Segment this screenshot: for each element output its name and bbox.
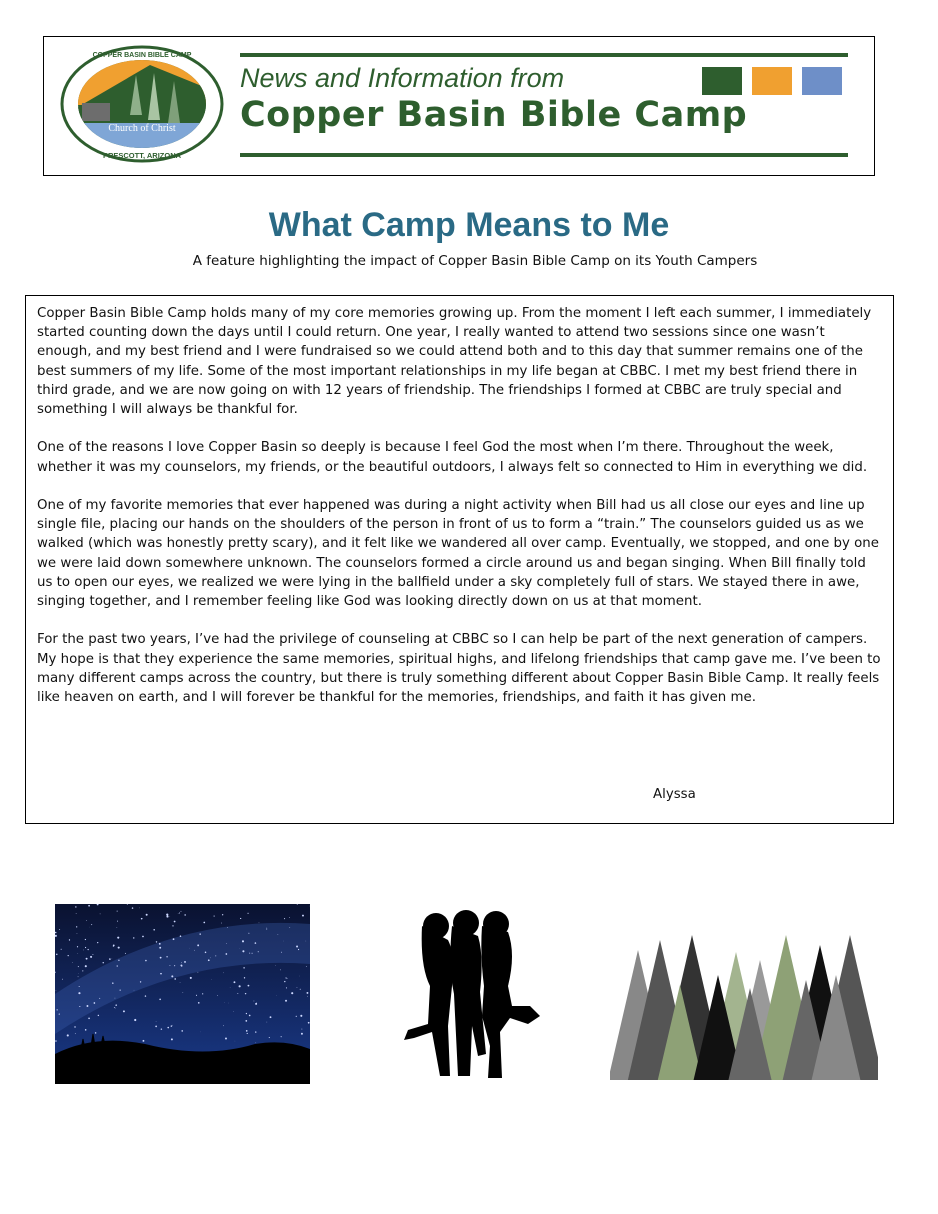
star bbox=[248, 985, 250, 987]
star bbox=[275, 965, 276, 966]
logo-church-text: Church of Christ bbox=[108, 123, 176, 134]
star bbox=[134, 1019, 136, 1021]
star bbox=[97, 942, 98, 943]
star bbox=[203, 922, 205, 924]
star bbox=[298, 949, 299, 950]
star bbox=[284, 918, 285, 919]
star bbox=[145, 995, 146, 996]
star bbox=[159, 943, 161, 945]
star bbox=[269, 1037, 270, 1038]
star bbox=[85, 947, 86, 948]
star bbox=[85, 939, 86, 940]
star bbox=[139, 908, 140, 909]
star bbox=[289, 927, 290, 928]
star bbox=[227, 927, 228, 928]
star bbox=[174, 965, 175, 966]
star bbox=[78, 976, 79, 977]
star bbox=[190, 977, 192, 979]
article-paragraph: For the past two years, I’ve had the privilege of counseling at CBBC so I can help be part of the next generation of campers. My hope is that they experience the same memories, spiritual highs, and lifelong friendships that camp gave me. I’ve been to many different camps across the country, but there is truly something different about Copper Basin Bible Camp. It really feels like heaven on earth, and I will forever be thankful for the memories, friendships, and faith it has given me. bbox=[37, 632, 881, 706]
star bbox=[215, 955, 216, 956]
star bbox=[82, 970, 83, 971]
star bbox=[134, 990, 135, 991]
star bbox=[141, 918, 143, 920]
star bbox=[78, 966, 79, 967]
star bbox=[285, 1000, 287, 1002]
star bbox=[252, 953, 253, 954]
star bbox=[244, 977, 245, 978]
article-paragraph: One of the reasons I love Copper Basin so deeply is because I feel God the most when I’m there. Throughout the week, whether it was my counselors, my friends, or the beautiful outdoors, I always felt so connected to Him in everything we did. bbox=[37, 440, 868, 475]
newsletter-banner bbox=[43, 36, 875, 176]
star bbox=[140, 981, 141, 982]
star bbox=[61, 949, 62, 950]
star bbox=[249, 953, 250, 954]
star bbox=[255, 942, 257, 944]
green-square bbox=[702, 67, 742, 95]
star bbox=[221, 923, 222, 924]
star bbox=[171, 1025, 172, 1026]
star bbox=[133, 937, 134, 938]
star bbox=[287, 978, 288, 979]
star bbox=[161, 1028, 162, 1029]
star bbox=[142, 936, 144, 938]
star bbox=[160, 973, 162, 975]
star bbox=[153, 929, 155, 931]
star bbox=[56, 990, 57, 991]
star bbox=[249, 1015, 251, 1017]
star bbox=[99, 998, 100, 999]
girls-silhouette-image bbox=[400, 906, 542, 1082]
star bbox=[146, 914, 148, 916]
star bbox=[172, 1025, 173, 1026]
star bbox=[286, 987, 287, 988]
star bbox=[181, 1030, 183, 1032]
star bbox=[125, 953, 126, 954]
star bbox=[237, 993, 238, 994]
star bbox=[199, 933, 200, 934]
orange-square bbox=[752, 67, 792, 95]
star bbox=[85, 965, 87, 967]
star bbox=[242, 950, 244, 952]
star bbox=[184, 914, 185, 915]
star bbox=[266, 928, 267, 929]
star bbox=[222, 914, 223, 915]
star bbox=[123, 1010, 125, 1012]
star bbox=[59, 1013, 60, 1014]
star bbox=[87, 949, 88, 950]
star bbox=[223, 1025, 224, 1026]
star bbox=[72, 962, 73, 963]
star bbox=[306, 992, 308, 994]
star bbox=[155, 1026, 157, 1028]
star bbox=[86, 958, 88, 960]
star bbox=[270, 1016, 272, 1018]
star bbox=[115, 998, 116, 999]
star bbox=[118, 960, 119, 961]
star bbox=[69, 939, 70, 940]
star bbox=[291, 992, 293, 994]
star bbox=[83, 950, 84, 951]
star bbox=[245, 993, 246, 994]
star bbox=[100, 914, 101, 915]
star bbox=[117, 937, 119, 939]
star bbox=[184, 961, 186, 963]
star bbox=[302, 915, 304, 917]
star bbox=[296, 1016, 297, 1017]
star bbox=[285, 977, 286, 978]
star bbox=[78, 953, 79, 954]
star bbox=[255, 1003, 257, 1005]
star bbox=[278, 934, 279, 935]
star bbox=[112, 982, 113, 983]
article-title: What Camp Means to Me bbox=[268, 206, 670, 244]
star bbox=[79, 986, 80, 987]
star bbox=[117, 965, 118, 966]
star bbox=[240, 918, 241, 919]
star bbox=[117, 921, 118, 922]
logo-bottom-text: PRESCOTT, ARIZONA bbox=[102, 151, 182, 160]
star bbox=[75, 1033, 76, 1034]
star bbox=[103, 962, 104, 963]
star bbox=[248, 933, 249, 934]
star bbox=[91, 924, 92, 925]
camp-logo bbox=[60, 45, 224, 163]
star bbox=[156, 941, 157, 942]
star bbox=[225, 1038, 227, 1040]
star bbox=[255, 1031, 256, 1032]
starry-night-image bbox=[55, 904, 310, 1084]
star bbox=[62, 979, 63, 980]
star bbox=[68, 955, 69, 956]
star bbox=[217, 995, 218, 996]
star bbox=[307, 996, 308, 997]
star bbox=[77, 946, 78, 947]
star bbox=[56, 954, 57, 955]
star bbox=[166, 913, 168, 915]
star bbox=[159, 999, 161, 1001]
star bbox=[245, 1020, 247, 1022]
star bbox=[75, 906, 76, 907]
star bbox=[55, 932, 56, 934]
blue-square bbox=[802, 67, 842, 95]
star bbox=[167, 1027, 169, 1029]
star bbox=[255, 1042, 256, 1043]
star bbox=[117, 927, 118, 928]
star bbox=[196, 995, 197, 996]
star bbox=[55, 1040, 57, 1042]
star bbox=[210, 958, 211, 959]
star bbox=[145, 960, 147, 962]
star bbox=[76, 926, 77, 927]
author-signature: Alyssa bbox=[653, 787, 696, 802]
star bbox=[233, 1011, 234, 1012]
star bbox=[194, 950, 195, 951]
star bbox=[166, 956, 167, 957]
star bbox=[86, 920, 87, 921]
star bbox=[109, 958, 111, 960]
star bbox=[181, 962, 182, 963]
star bbox=[182, 992, 183, 993]
star bbox=[202, 993, 203, 994]
star bbox=[181, 911, 182, 912]
star bbox=[301, 1033, 303, 1035]
star bbox=[242, 940, 244, 942]
star bbox=[92, 954, 93, 955]
star bbox=[180, 982, 181, 983]
star bbox=[117, 911, 118, 912]
star bbox=[171, 975, 173, 977]
star bbox=[180, 935, 182, 937]
star bbox=[300, 989, 301, 990]
star bbox=[174, 921, 176, 923]
star bbox=[198, 972, 199, 973]
star bbox=[172, 925, 173, 926]
star bbox=[67, 1034, 69, 1036]
star bbox=[296, 946, 298, 948]
star bbox=[57, 1009, 58, 1010]
star bbox=[239, 985, 241, 987]
article-paragraph: Copper Basin Bible Camp holds many of my core memories growing up. From the moment I left each summer, I immediately started counting down the days until I could return. One year, I really wanted to attend two sessions since one wasn’t enough, and my best friend and I were fundraised so we could attend both and to this day that summer remains one of the best summers of my life. Some of the most important relationships in my life began at CBBC. I met my best friend there in third grade, and we are now going on with 12 years of friendship. The friendships I formed at CBBC are truly special and something I will always be thankful for. bbox=[37, 306, 872, 418]
star bbox=[226, 943, 227, 944]
article-box bbox=[25, 295, 894, 824]
star bbox=[284, 981, 285, 982]
star bbox=[156, 1021, 157, 1022]
logo-top-text: COPPER BASIN BIBLE CAMP bbox=[92, 52, 192, 59]
star bbox=[300, 1015, 302, 1017]
star bbox=[247, 1033, 248, 1034]
star bbox=[281, 1036, 282, 1037]
star bbox=[259, 922, 260, 923]
star bbox=[178, 913, 179, 914]
star bbox=[246, 1030, 248, 1032]
star bbox=[143, 1040, 145, 1042]
star bbox=[94, 1002, 96, 1004]
star bbox=[267, 1022, 268, 1023]
star bbox=[306, 941, 307, 942]
star bbox=[174, 978, 176, 980]
star bbox=[86, 1005, 88, 1007]
star bbox=[205, 952, 207, 954]
star bbox=[113, 946, 114, 947]
star bbox=[169, 965, 170, 966]
star bbox=[120, 990, 121, 991]
star bbox=[166, 915, 168, 917]
star bbox=[74, 1026, 75, 1027]
star bbox=[223, 973, 224, 974]
star bbox=[248, 913, 249, 914]
star bbox=[160, 957, 162, 959]
star bbox=[197, 944, 199, 946]
star bbox=[59, 929, 60, 930]
star bbox=[115, 1004, 117, 1006]
star bbox=[77, 933, 78, 934]
star bbox=[289, 917, 290, 918]
star bbox=[308, 1022, 310, 1024]
star bbox=[80, 1006, 81, 1007]
star bbox=[171, 1038, 173, 1040]
star bbox=[301, 1029, 302, 1030]
star bbox=[159, 947, 161, 949]
star bbox=[246, 1013, 247, 1014]
banner-subtitle: News and Information from bbox=[240, 63, 565, 93]
star bbox=[90, 956, 92, 958]
star bbox=[297, 987, 298, 988]
star bbox=[306, 966, 307, 967]
star bbox=[88, 905, 90, 907]
star bbox=[95, 1032, 97, 1034]
star bbox=[281, 952, 282, 953]
star bbox=[76, 913, 77, 914]
star bbox=[179, 912, 180, 913]
star bbox=[225, 953, 227, 955]
star bbox=[208, 959, 210, 961]
star bbox=[258, 951, 259, 952]
star bbox=[254, 1001, 255, 1002]
star bbox=[198, 1002, 200, 1004]
star bbox=[85, 1029, 87, 1031]
star bbox=[88, 1018, 90, 1020]
star bbox=[280, 969, 281, 970]
star bbox=[243, 967, 244, 968]
star bbox=[132, 907, 133, 908]
star bbox=[78, 992, 80, 994]
star bbox=[181, 965, 182, 966]
star bbox=[114, 1007, 115, 1008]
star bbox=[98, 1015, 99, 1016]
star bbox=[173, 938, 175, 940]
star bbox=[214, 916, 215, 917]
banner-masthead bbox=[240, 53, 848, 157]
star bbox=[79, 1006, 80, 1007]
article-subtitle: A feature highlighting the impact of Copper Basin Bible Camp on its Youth Campers bbox=[192, 253, 758, 269]
banner-title: Copper Basin Bible Camp bbox=[240, 95, 748, 135]
star bbox=[234, 981, 236, 983]
star bbox=[118, 947, 120, 949]
pine-trees-image bbox=[610, 930, 878, 1086]
star bbox=[115, 1008, 116, 1009]
article-paragraph: One of my favorite memories that ever happened was during a night activity when Bill had us all close our eyes and line up single file, placing our hands on the shoulders of the person in front of us to form a “train.” The counselors guided us as we walked (which was honestly pretty scary), and it felt like we wandered all over camp. Eventually, we stopped, and one by one we were laid down somewhere unknown. The counselors formed a circle around us and began singing. When Bill finally told us to open our eyes, we realized we were lying in the ballfield under a sky completely full of stars. We stayed there in awe, singing together, and I remember feeling like God was looking directly down on us at that moment. bbox=[37, 498, 879, 610]
